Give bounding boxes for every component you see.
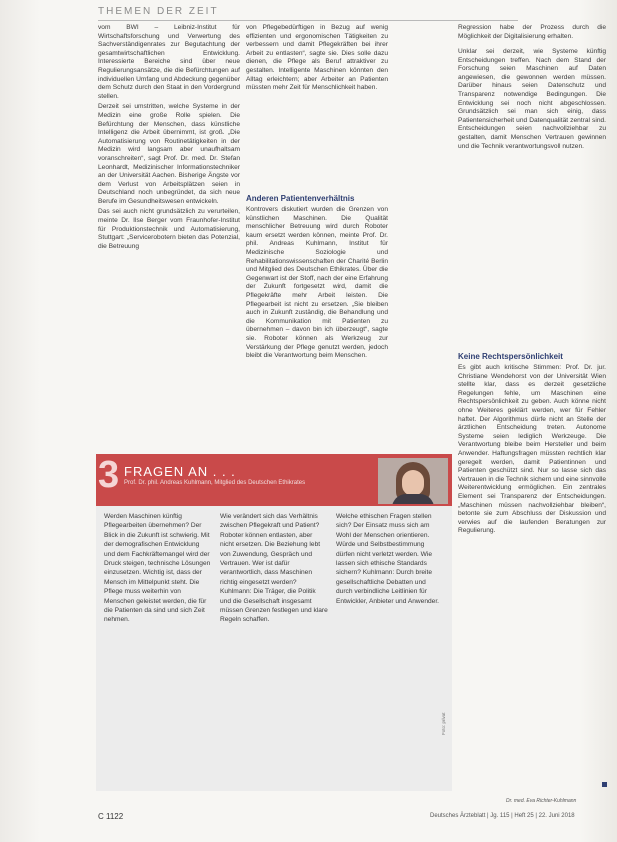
photo-credit: Foto: privat (441, 712, 446, 735)
article-end-mark (602, 782, 607, 787)
interviewee-portrait (378, 458, 448, 504)
interview-column-2: Wie verändert sich das Verhältnis zwischen Pflegekraft und Patient? Roboter können entlasten, aber nicht ersetzen. Die Beziehung lebt von Zuwendung, Gespräch und Vertrauen. Wer ist dafür verantwortlich, dass Maschinen richtig eingesetzt werden? Kuhlmann: Die Träger, die Politik und die Gesellschaft insgesamt müssen Grenzen festlegen und klare Regeln schaffen. (220, 513, 328, 624)
col1-paragraph-3: Das sei auch nicht grundsätzlich zu verurteilen, meinte Dr. Ilse Berger vom Fraunhofer-Institut für Produktionstechnik und Automatisierung, Stuttgart: „Servicerobotern bieten das Potenzial, die Betreuung (98, 208, 240, 250)
author-credit: Dr. med. Eva Richter-Kuhlmann (506, 798, 577, 804)
section-label: THEMEN DER ZEIT (98, 6, 219, 17)
interview-box-title: FRAGEN AN . . . (124, 464, 236, 479)
header-rule (98, 20, 518, 21)
interview-column-1: Werden Maschinen künftig Pflegearbeiten übernehmen? Der Blick in die Zukunft ist schwierig. Mit der demografischen Entwicklung und dem Fachkräftemangel wird der Druck steigen, technische Lösungen einzusetzen. Wichtig ist, dass der Mensch im Mittelpunkt steht. Die Pflege muss weiterhin von Menschen geleistet werden, die für die Patienten da sind und sich Zeit nehmen. (104, 513, 211, 624)
col2-subheading: Anderen Patientenverhältnis (246, 194, 355, 203)
interview-box-subtitle: Prof. Dr. phil. Andreas Kuhlmann, Mitglied des Deutschen Ethikrates (124, 480, 306, 486)
col1-paragraph-1: vom BWI – Leibniz-Institut für Wirtschaftsforschung und Verwertung des Sachverständigenrates zur Begutachtung der gesamtwirtschaftlichen Entwicklung. Interessierte Bereiche sind über neue Regulierungsansätze, die die Befürchtungen auf individuellen Umfang und Abdeckung gegenüber dem Schutz durch den Staat in den Vordergrund stellen. (98, 24, 240, 100)
col2-paragraph-2: Kontrovers diskutiert wurden die Grenzen von künstlichen Maschinen. Die Qualität menschlicher Betreuung wird durch Roboter kaum ersetzt werden können, meinte Prof. Dr. phil. Andreas Kuhlmann, Institut für Medizinische Soziologie und Rehabilitationswissenschaften der Charité Berlin und Mitglied des Deutschen Ethikrates. Über die Gegenwart ist der Stoff, nach der eine Erfahrung der Zukunft fortgesetzt wird, damit die Pflegekräfte mehr Arbeit leisten. Die Pflegearbeit ist nicht zu ersetzen. „Sie bleiben auch in Zukunft zuständig, die Behandlung und die Kommunikation mit Patienten zu übernehmen – davon bin ich überzeugt“, sagte sie. Roboter können als Werkzeug zur Verstärkung der Pflege genutzt werden, jedoch bleibt die Verantwortung beim Menschen. (246, 206, 388, 360)
interview-column-3: Welche ethischen Fragen stellen sich? Der Einsatz muss sich am Wohl der Menschen orientieren. Würde und Selbstbestimmung dürfen nicht verletzt werden. Wie lassen sich ethische Standards sichern? Kuhlmann: Durch breite gesellschaftliche Debatten und durch verbindliche Leitlinien für Entwickler, Anbieter und Anwender. (336, 513, 440, 605)
interview-box-number: 3 (98, 454, 120, 496)
article-column-1 (98, 24, 240, 450)
col3-paragraph-2: Unklar sei derzeit, wie Systeme künftig Entscheidungen treffen. Nach dem Stand der Forschung seien Maschinen auf Daten angewiesen, die gewonnen werden müssen. Darüber hinaus seien Datenschutz und Transparenz notwendige Bedingungen. Die Entwicklung sei noch nicht abgeschlossen. Grundsätzlich sei man sich einig, dass Patientensicherheit und Datenqualität zentral sind. Entscheidungen seien nachvollziehbar zu gestalten, damit Menschen Vertrauen gewinnen und die Technik verantwortungsvoll nutzen. (458, 48, 606, 150)
page-number: C 1122 (98, 812, 124, 821)
col3-paragraph-1: Regression habe der Prozess durch die Möglichkeit der Digitalisierung erhalten. (458, 24, 606, 40)
col1-paragraph-2: Derzeit sei umstritten, welche Systeme in der Medizin eine große Rolle spielen. Die Befürchtung der Menschen, dass künstliche Intelligenz die Arbeit übernimmt, ist groß. „Die Automatisierung von Routinetätigkeiten in der Medizin wird langsam aber unaufhaltsam voranschreiten“, sagt Prof. Dr. med. Dr. Stefan Leonhardt, Medizinischer Informationstechniker an der Universität Aachen. Bisherige Ängste vor dem Verlust von Arbeitsplätzen seien in Deutschland noch unbegründet, da sich neue Berufe im Gesundheitswesen entwickeln. (98, 103, 240, 205)
journal-issue: Deutsches Ärzteblatt | Jg. 115 | Heft 25 | 22. Juni 2018 (430, 813, 575, 819)
col3-paragraph-3: Es gibt auch kritische Stimmen: Prof. Dr. jur. Christiane Wendehorst von der Universität Wien stellte klar, dass es derzeit gesetzliche Regelungen fehle, um Maschinen eine Rechtspersönlichkeit zu geben. Auch könne nicht ohne Weiteres geklärt werden, wer für Fehler haftet. Der Algorithmus dürfe nicht an Stelle der ärztlichen Entscheidung treten. Autonome Systeme seien lediglich Werkzeuge. Die Verantwortung bleibe beim Hersteller und beim Anwender. Haftungsfragen müssten rechtlich klar geregelt werden, damit Patientinnen und Patienten geschützt sind. Nur so lasse sich das Vertrauen in die Technik sichern und eine sinnvolle Weiterentwicklung ermöglichen. Ein zentrales Element sei Transparenz der Entscheidungen. „Maschinen müssen nachvollziehbar bleiben“, betonte sie zum Abschluss der Diskussion und verwies auf die laufenden Beratungen zur Regulierung. (458, 364, 606, 535)
col3-subheading: Keine Rechtspersönlichkeit (458, 352, 563, 361)
col2-paragraph-1: von Pflegebedürftigen in Bezug auf wenig effizienten und ergonomischen Tätigkeiten zu verbessern und damit Pflegekräften bei ihrer Arbeit zu entlasten“, sagte sie. Dies solle dazu dienen, die Pflege als Beruf attraktiver zu gestalten. Intelligente Maschinen könnten den Alltag erleichtern; aber Arbeiter an Patienten müssten mehr Zeit für Menschlichkeit haben. (246, 24, 388, 92)
